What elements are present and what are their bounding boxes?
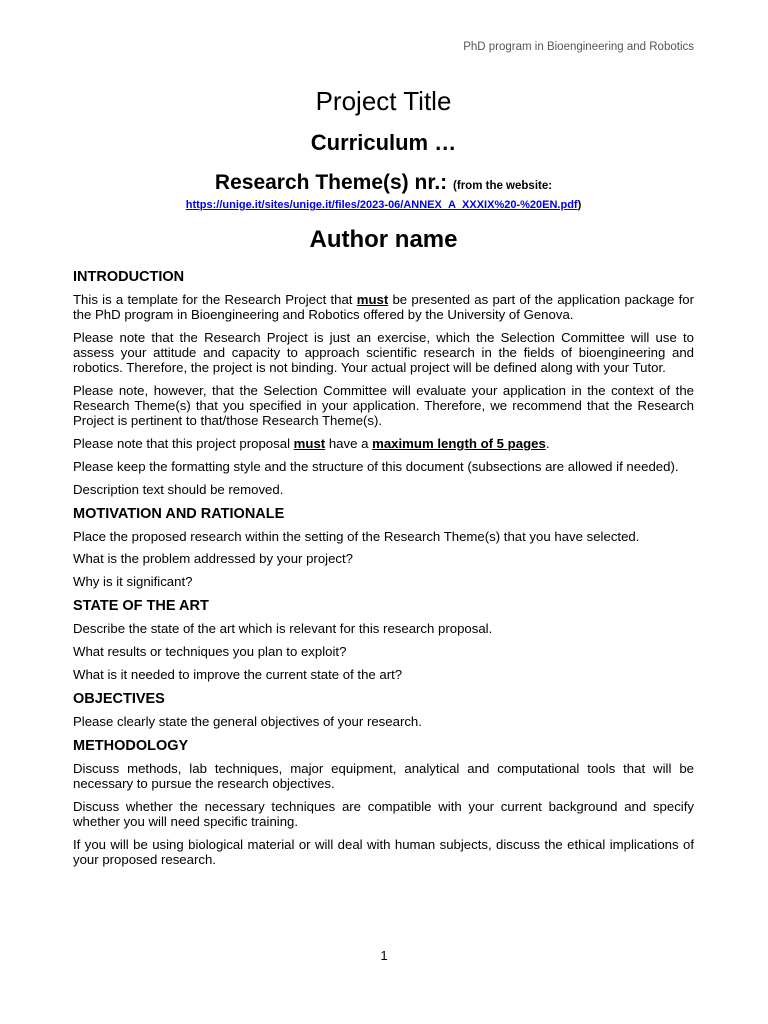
theme-note-prefix: (from the website: [453,180,553,192]
intro-paragraph-2: Please note that the Research Project is just an exercise, which the Selection Committee will use to assess your attitude and capacity to approach scientific research in the fields of bioengineering and robotics. Therefore, the project is not binding. Your actual project will be defined along with your Tutor. [73,329,694,376]
intro-paragraph-6: Description text should be removed. [73,481,284,497]
intro-p4-text-b: have a [325,436,373,452]
section-heading-introduction: INTRODUCTION [73,269,185,285]
project-title: Project Title [315,86,452,116]
intro-p4-text-a: Please note that this project proposal [73,436,294,452]
intro-p4-text-c: . [545,436,550,452]
intro-p4-must: must [293,436,326,452]
section-heading-objectives: OBJECTIVES [73,690,165,707]
state-paragraph-3: What is it needed to improve the current state of the art? [73,666,403,682]
document-body [73,84,694,875]
methodology-paragraph-1: Discuss methods, lab techniques, major equipment, analytical and computational tools that will be necessary to pursue the research objectives. [73,761,694,792]
motivation-paragraph-1: Place the proposed research within the setting of the Research Theme(s) that you have selected. [73,528,640,544]
state-paragraph-1: Describe the state of the art which is relevant for this research proposal. [73,621,493,637]
theme-note-suffix: ) [577,199,582,211]
intro-p1-text-a: This is a template for the Research Project that [73,292,357,307]
page-header: PhD program in Bioengineering and Robotics [463,41,694,53]
curriculum-heading: Curriculum … [310,130,457,155]
intro-paragraph-3: Please note, however, that the Selection Committee will evaluate your application in the context of the Research Theme(s) that you specified in your application. Therefore, we recommend that the Research Project is pertinent to that/those Research Theme(s). [73,383,694,429]
state-paragraph-2: What results or techniques you plan to exploit? [73,644,347,660]
intro-p1-text-b: be presented as part of the application package for the PhD program in Bioengineering and Robotics offered by the University of Genova. [73,292,694,323]
motivation-paragraph-3: Why is it significant? [73,574,193,590]
intro-paragraph-1 [73,292,694,322]
intro-paragraph-5: Please keep the formatting style and the structure of this document (subsections are allowed if needed). [73,458,679,474]
research-theme-line [73,170,694,199]
intro-paragraph-4 [73,436,694,451]
author-name: Author name [309,226,458,253]
annex-link[interactable]: https://unige.it/sites/unige.it/files/2023-06/ANNEX_A_XXXIX%20-%20EN.pdf [185,199,578,211]
section-heading-state-of-art: STATE OF THE ART [73,598,209,615]
methodology-paragraph-2: Discuss whether the necessary techniques are compatible with your current background and specify whether you will need specific training. [73,799,694,830]
intro-p1-must: must [356,292,389,307]
objectives-paragraph-1: Please clearly state the general objectives of your research. [73,713,422,729]
motivation-paragraph-2: What is the problem addressed by your project? [73,551,354,567]
page-number: 1 [380,948,388,963]
research-theme-label: Research Theme(s) nr.: [214,171,448,194]
intro-p4-max-length: maximum length of 5 pages [372,436,546,452]
section-heading-motivation: MOTIVATION AND RATIONALE [73,505,285,522]
methodology-paragraph-3: If you will be using biological material or will deal with human subjects, discuss the ethical implications of your proposed research. [73,836,694,868]
section-heading-methodology: METHODOLOGY [73,738,189,755]
theme-link-line [73,199,694,212]
